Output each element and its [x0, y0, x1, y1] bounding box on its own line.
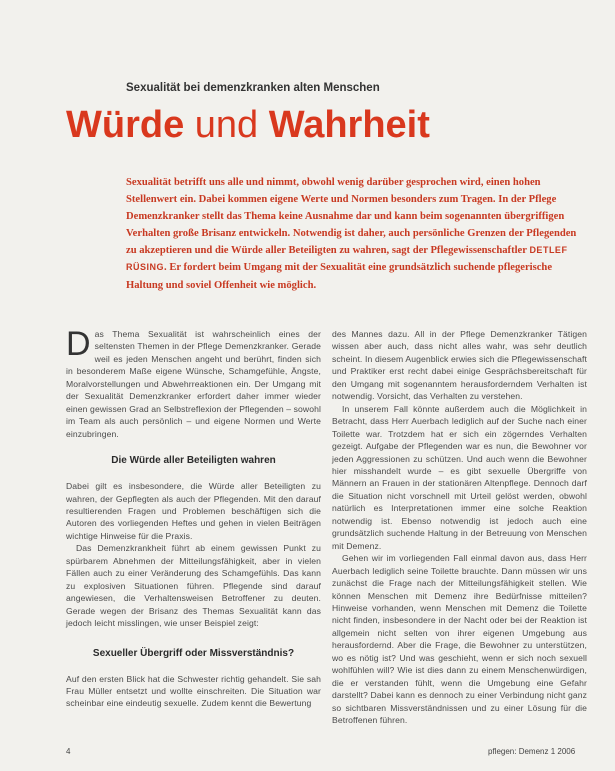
article-lead: [126, 174, 582, 294]
body-column-right: [332, 328, 587, 727]
body-paragraph: Auf den ersten Blick hat die Schwester richtig gehandelt. Sie sah Frau Müller entsetzt und wollte einschreiten. Die Situation war scheinbar eine eindeutig sexuelle. Zudem kennt die Bewertung: [66, 673, 321, 709]
lead-author: DETLEF RÜSING: [126, 245, 568, 273]
subheading-uebergriff: Sexueller Übergriff oder Missverständnis?: [92, 647, 295, 659]
page-number: 4: [66, 747, 71, 756]
article-headline: [66, 103, 430, 147]
body-paragraph: Das Thema Sexualität ist wahrscheinlich eines der seltensten Themen in der Pflege Demenzkranker. Gerade weil es jeden Menschen angeht und berührt, finden sich in besonderem Maße eigene Wünsche, Schamgefühle, Ängste, Moralvorstellungen und Abwehrreaktionen ein. Der Umgang mit der Sexualität Demenzkranker erfordert daher immer wieder einen gewissen Grad an Selbstreflexion der Pflegenden – sowohl im Team als auch persönlich – und eigene Normen und Werte einzubringen.: [66, 325, 321, 439]
article-kicker: Sexualität bei demenzkranken alten Menschen: [126, 82, 380, 94]
body-paragraph: Dabei gilt es insbesondere, die Würde aller Beteiligten zu wahren, der Gepflegten als auch der Pflegenden. Mit den darauf resultierenden Fragen und Problemen beschäftigen sich die Autoren des vorliegenden Heftes und gehen in vielen Beiträgen wichtige Hinweise für die Praxis.: [66, 481, 321, 541]
subheading-wuerde: Die Würde aller Beteiligten wahren: [111, 455, 276, 467]
body-paragraph: Gehen wir im vorliegenden Fall einmal davon aus, dass Herr Auerbach lediglich seine Toilette brauchte. Dann müssen wir uns zunächst die Frage nach der Mitteilungsfähigkeit stellen. Wie können Menschen mit Demenz ihre Bedürfnisse mitteilen? Hinweise vorhanden, wenn Menschen mit Demenz die Toilette nicht finden, insbesondere in der Nacht oder bei der Reaktion ist allgemein nicht selten von ihrer eigenen Umgebung aus herausfordernd. Aber die Frage, die Bewohner zu unterstützen, wo es nötig ist? Und was geschieht, wenn er sich noch sexuell wohlfühlen will? Wie ist dies dann zu einem Menschenwürdigen, die er verstanden fühlt, wenn die Umgebung eine Gefahr darstellt? Dabei kann es dennoch zu einer Verbindung nicht ganz so sichtbaren Missverständnissen und zu einer Lösung für die Betroffenen führen.: [332, 553, 587, 726]
headline-word-wuerde: Würde: [66, 104, 185, 146]
body-paragraph: Das Demenzkrankheit führt ab einem gewissen Punkt zu spürbarem Abnehmen der Mitteilungsfähigkeit, aber in vielen Fällen auch zu einer Veränderung des Schamgefühls. Das kann zu explosiven Situationen führen. Pflegende sind darauf angewiesen, die Verhaltensweisen Betroffener zu deuten. Gerade wegen der Brisanz des Themas Sexualität kann das jedoch leicht misslingen, wie unser Beispiel zeigt:: [66, 543, 321, 629]
lead-text: Sexualität betrifft uns alle und nimmt, obwohl wenig darüber gesprochen wird, einen hohen Stellenwert ein. Dabei kommen eigene Werte und Normen besonders zum Tragen. In der Pflege Demenzkranker stellt das Thema keine Ausnahme dar und kann beim sogenannten übergriffigen Verhalten große Brisanz entwickeln. Notwendig ist daher, auch persönliche Grenzen der Pflegenden zu akzeptieren und die Würde aller Beteiligten zu wahren, sagt der Pflegewissenschaftler: [126, 177, 577, 257]
body-paragraph: des Mannes dazu. All in der Pflege Demenzkranker Tätigen wissen aber auch, dass nicht alles wahr, was sehr deutlich scheint. In diesem Augenblick erwies sich die Pflegewissenschaft und Praktiker erst recht dabei einige Gesprächsbereitschaft für den Umgang mit sogenanntem herausforderndem Verhalten ist notwendig. Vorsicht, das Verhalten zu verstehen.: [332, 329, 587, 402]
headline-connector: und: [184, 104, 269, 146]
body-paragraph: In unserem Fall könnte außerdem auch die Möglichkeit in Betracht, dass Herr Auerbach lediglich auf der Suche nach einer Toilette war. Trotzdem hat er sich ein zögerndes Verhalten gezeigt. Aufgabe der Pflegenden war es nun, die Bewohner vor jeden Aggressionen zu schützen. Und auch wenn die Bewohner hier misshandelt wurde – es gibt sexuelle Übergriffe von Männern an Frauen in der stationären Altenpflege. Dennoch darf die Situation nicht vorschnell mit Urteil gelöst werden, obwohl natürlich es Interpretationen immer eine solche Reaktion notwendig ist. Ebenso notwendig ist jedoch auch eine grundsätzlich suchende Haltung in der Betreuung von Menschen mit Demenz.: [332, 403, 587, 551]
headline-word-wahrheit: Wahrheit: [268, 104, 430, 146]
body-column-left: [66, 325, 321, 710]
lead-closing: . Er fordert beim Umgang mit der Sexualität eine grundsätzlich suchende pflegerische Haltung und soviel Offenheit wie möglich.: [126, 262, 553, 291]
journal-folio: pflegen: Demenz 1 2006: [488, 747, 576, 756]
